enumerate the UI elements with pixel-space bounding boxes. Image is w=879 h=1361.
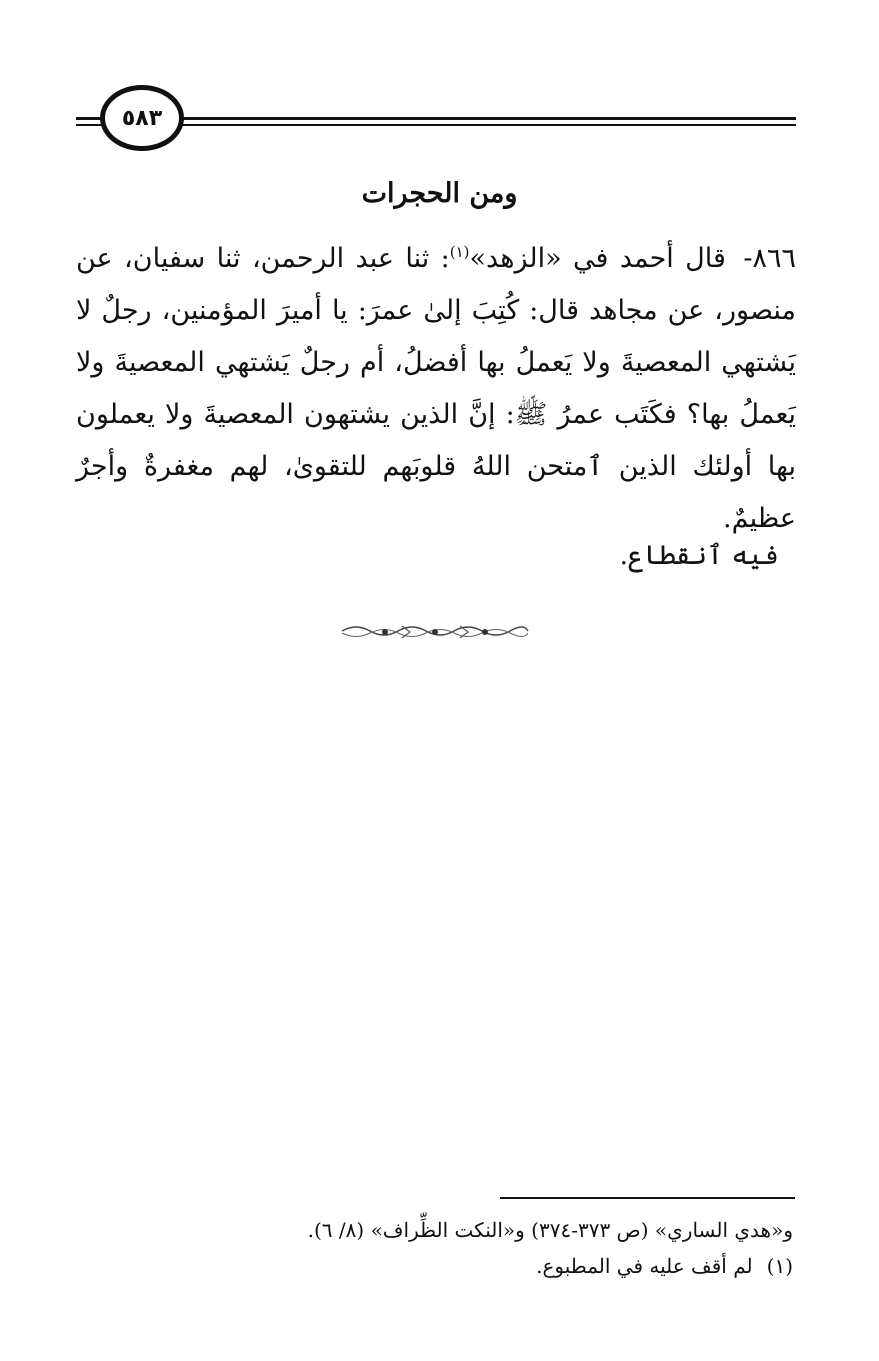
page-number-badge [100, 85, 184, 151]
footnote-number: (١) [766, 1254, 793, 1278]
ornament-divider [340, 620, 530, 642]
header-rule-top [76, 117, 796, 120]
footnote-separator [500, 1197, 795, 1199]
header-rule-bottom [76, 124, 796, 126]
page-number: ٥٨٣ [121, 105, 163, 131]
entry-text-start: قال أحمد في «الزهد» [469, 243, 726, 274]
chain-remark: فيه ٱنقطاع. [619, 540, 779, 571]
entry-text-rest: : ثنا عبد الرحمن، ثنا سفيان، عن منصور، عن مجاهد قال: كُتِبَ إلىٰ عمرَ: يا أميرَ المؤمنين، رجلٌ لا يَشتهي المعصيةَ ولا يَعملُ بها أفضلُ، أم رجلٌ يَشتهي المعصيةَ ولا يَعملُ بها؟ فكَتَب عمرُ ﷺ: إنَّ الذين يشتهون المعصيةَ ولا يعملون بها أولئك الذين ٱمتحن اللهُ قلوبَهم للتقوىٰ، لهم مغفرةٌ وأجرٌ عظيمٌ. [76, 243, 796, 534]
chapter-title: ومن الحجرات [361, 178, 518, 209]
hadith-entry [76, 233, 796, 545]
footnote-1 [536, 1254, 793, 1278]
footnote-ref[interactable]: (١) [449, 243, 470, 261]
footnote-text: لم أقف عليه في المطبوع. [536, 1254, 753, 1278]
footnote-carryover: و«هدي الساري» (ص ٣٧٣-٣٧٤) و«النكت الظِّراف» (٨/ ٦). [307, 1218, 793, 1242]
entry-number: ٨٦٦- [743, 243, 796, 274]
